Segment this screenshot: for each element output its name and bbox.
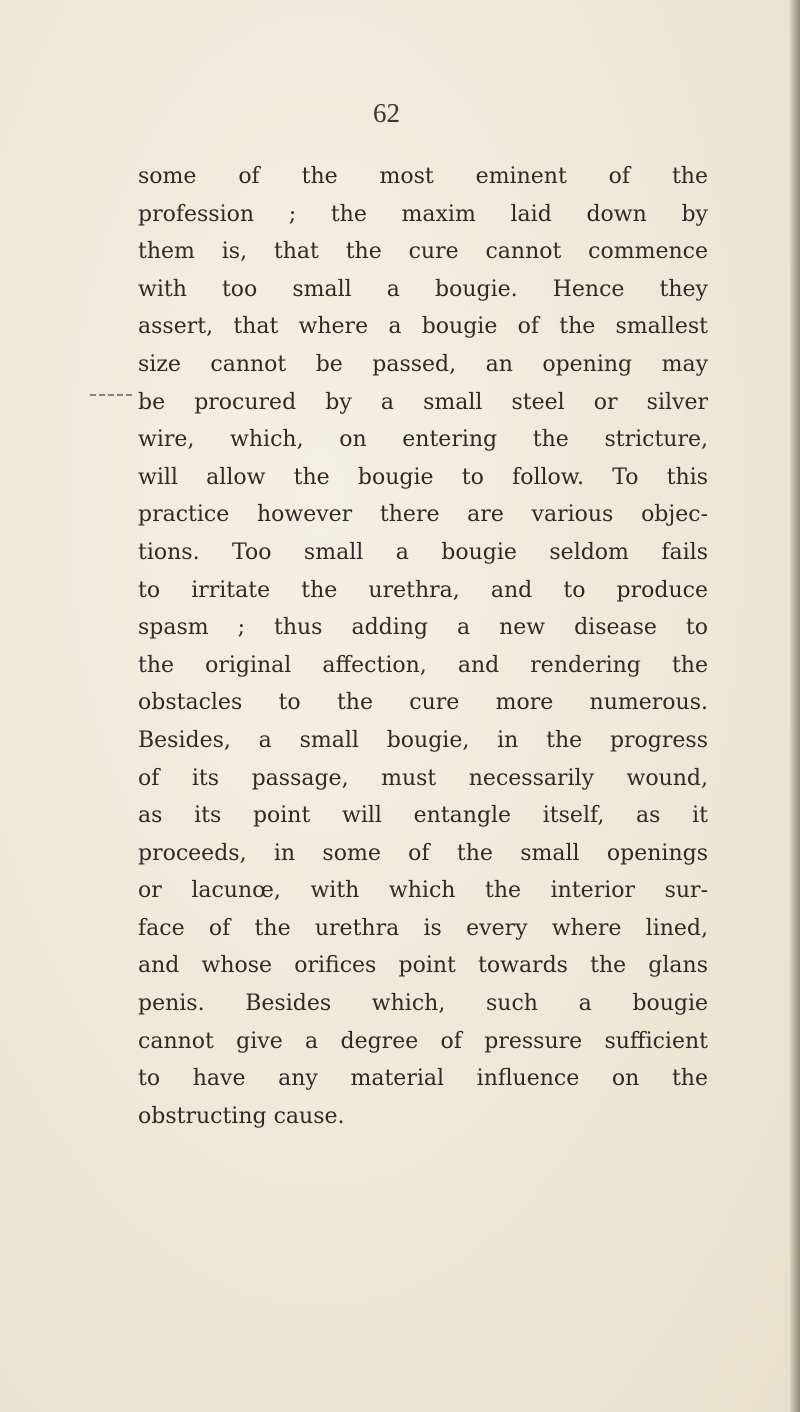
text-line: as its point will entangle itself, as it (138, 803, 708, 829)
text-line: to irritate the urethra, and to produce (138, 577, 708, 603)
text-line: practice however there are various objec- (138, 502, 708, 528)
page-edge (790, 0, 800, 1412)
text-line: them is, that the cure cannot commence (138, 239, 708, 265)
text-line: proceeds, in some of the small openings (138, 840, 708, 866)
text-line: to have any material influence on the (138, 1066, 708, 1092)
text-line: of its passage, must necessarily wound, (138, 765, 708, 791)
text-line: profession ; the maxim laid down by (138, 201, 708, 227)
text-line: size cannot be passed, an opening may (138, 351, 708, 377)
text-line: wire, which, on entering the stricture, (138, 427, 708, 453)
text-line: tions. Too small a bougie seldom fails (138, 539, 708, 565)
text-line: cannot give a degree of pressure sufficient (138, 1028, 708, 1054)
text-line: face of the urethra is every where lined, (138, 915, 708, 941)
text-line: obstructing cause. (138, 1103, 345, 1129)
text-line: will allow the bougie to follow. To this (138, 464, 708, 490)
text-line: the original affection, and rendering the (138, 652, 708, 678)
text-line: penis. Besides which, such a bougie (138, 991, 708, 1017)
text-line: Besides, a small bougie, in the progress (138, 727, 708, 753)
text-line: or lacunœ, with which the interior sur- (138, 878, 708, 904)
text-line: and whose orifices point towards the glans (138, 953, 708, 979)
text-line: assert, that where a bougie of the smallest (138, 314, 708, 340)
text-line: obstacles to the cure more numerous. (138, 690, 708, 716)
page-number: 62 (373, 98, 400, 128)
text-line: spasm ; thus adding a new disease to (138, 615, 708, 641)
body-text (138, 158, 708, 1135)
text-line: with too small a bougie. Hence they (138, 276, 708, 302)
text-line: be procured by a small steel or silver (138, 389, 708, 415)
text-line: some of the most eminent of the (138, 164, 708, 189)
margin-mark (90, 394, 132, 398)
